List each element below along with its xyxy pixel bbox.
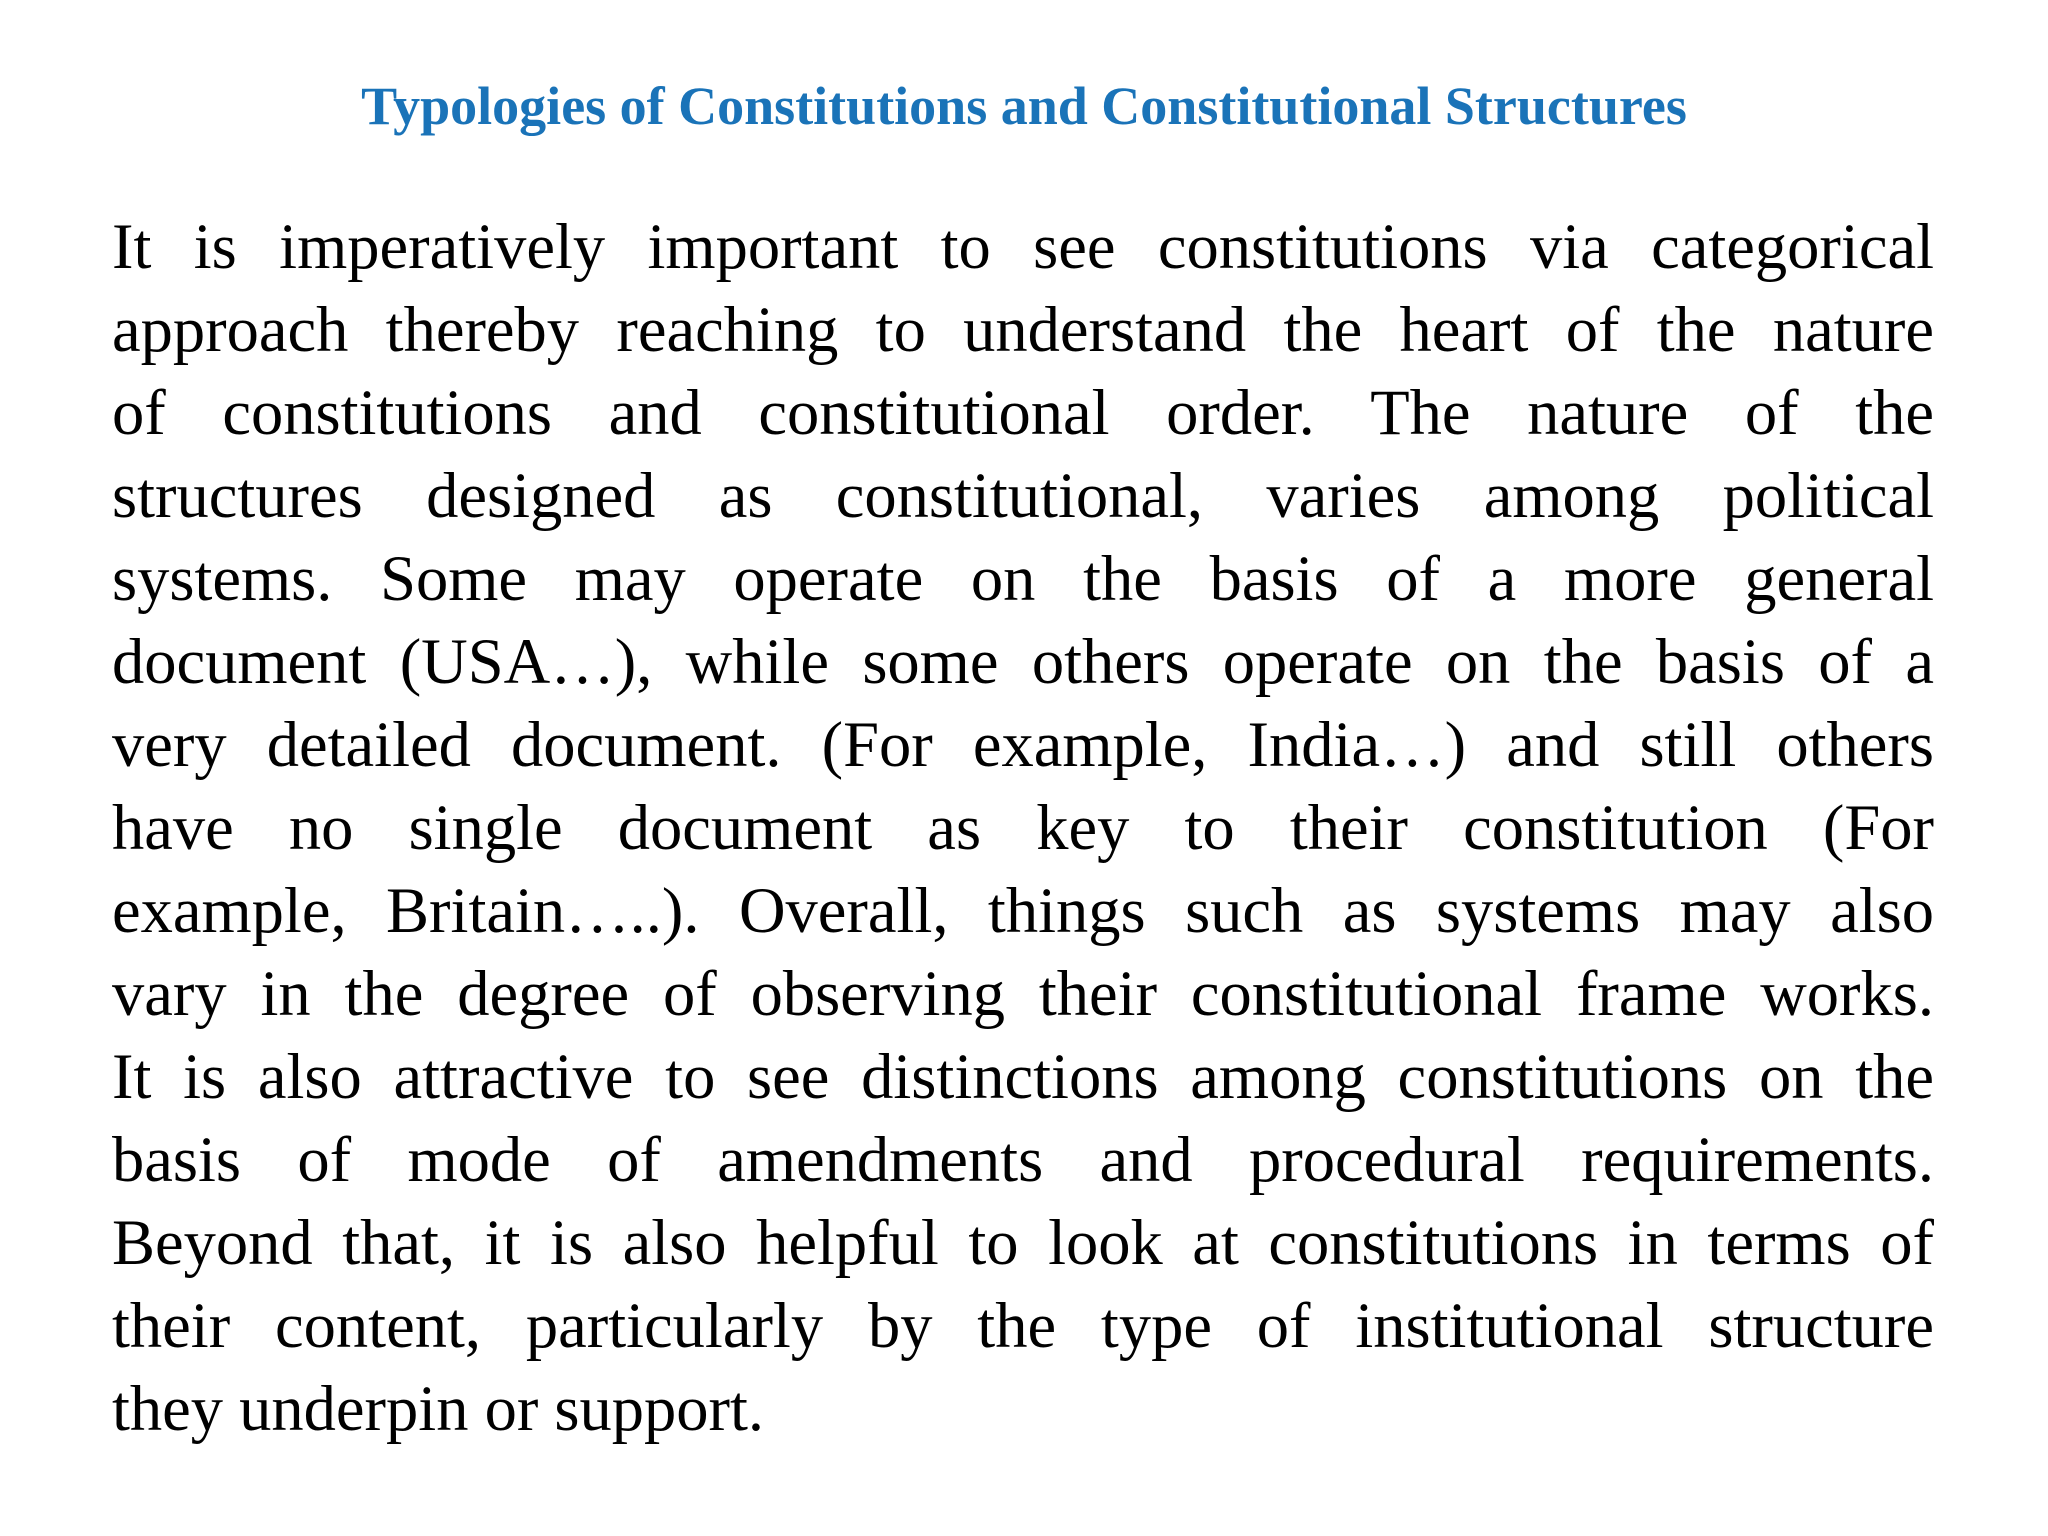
body-line: their content, particularly by the type of institutional structure [112, 1290, 1934, 1361]
body-line: It is also attractive to see distinctions among constitutions on the [112, 1041, 1934, 1112]
body-line: structures designed as constitutional, varies among political [112, 460, 1934, 531]
body-line: It is imperatively important to see constitutions via categorical [112, 211, 1934, 282]
body-line: very detailed document. (For example, India…) and still others [112, 709, 1934, 780]
body-line: example, Britain…..). Overall, things such as systems may also [112, 875, 1934, 946]
slide-title: Typologies of Constitutions and Constitutional Structures [361, 76, 1687, 136]
slide-body-text [112, 205, 1934, 1450]
body-line: document (USA…), while some others operate on the basis of a [112, 626, 1934, 697]
body-line: Beyond that, it is also helpful to look at constitutions in terms of [112, 1207, 1934, 1278]
body-line: vary in the degree of observing their constitutional frame works. [112, 958, 1934, 1029]
body-line: systems. Some may operate on the basis of a more general [112, 543, 1934, 614]
body-line: of constitutions and constitutional order. The nature of the [112, 377, 1934, 448]
body-line: have no single document as key to their constitution (For [112, 792, 1934, 863]
body-line: approach thereby reaching to understand the heart of the nature [112, 294, 1934, 365]
body-line: basis of mode of amendments and procedural requirements. [112, 1124, 1934, 1195]
body-line: they underpin or support. [112, 1373, 765, 1444]
